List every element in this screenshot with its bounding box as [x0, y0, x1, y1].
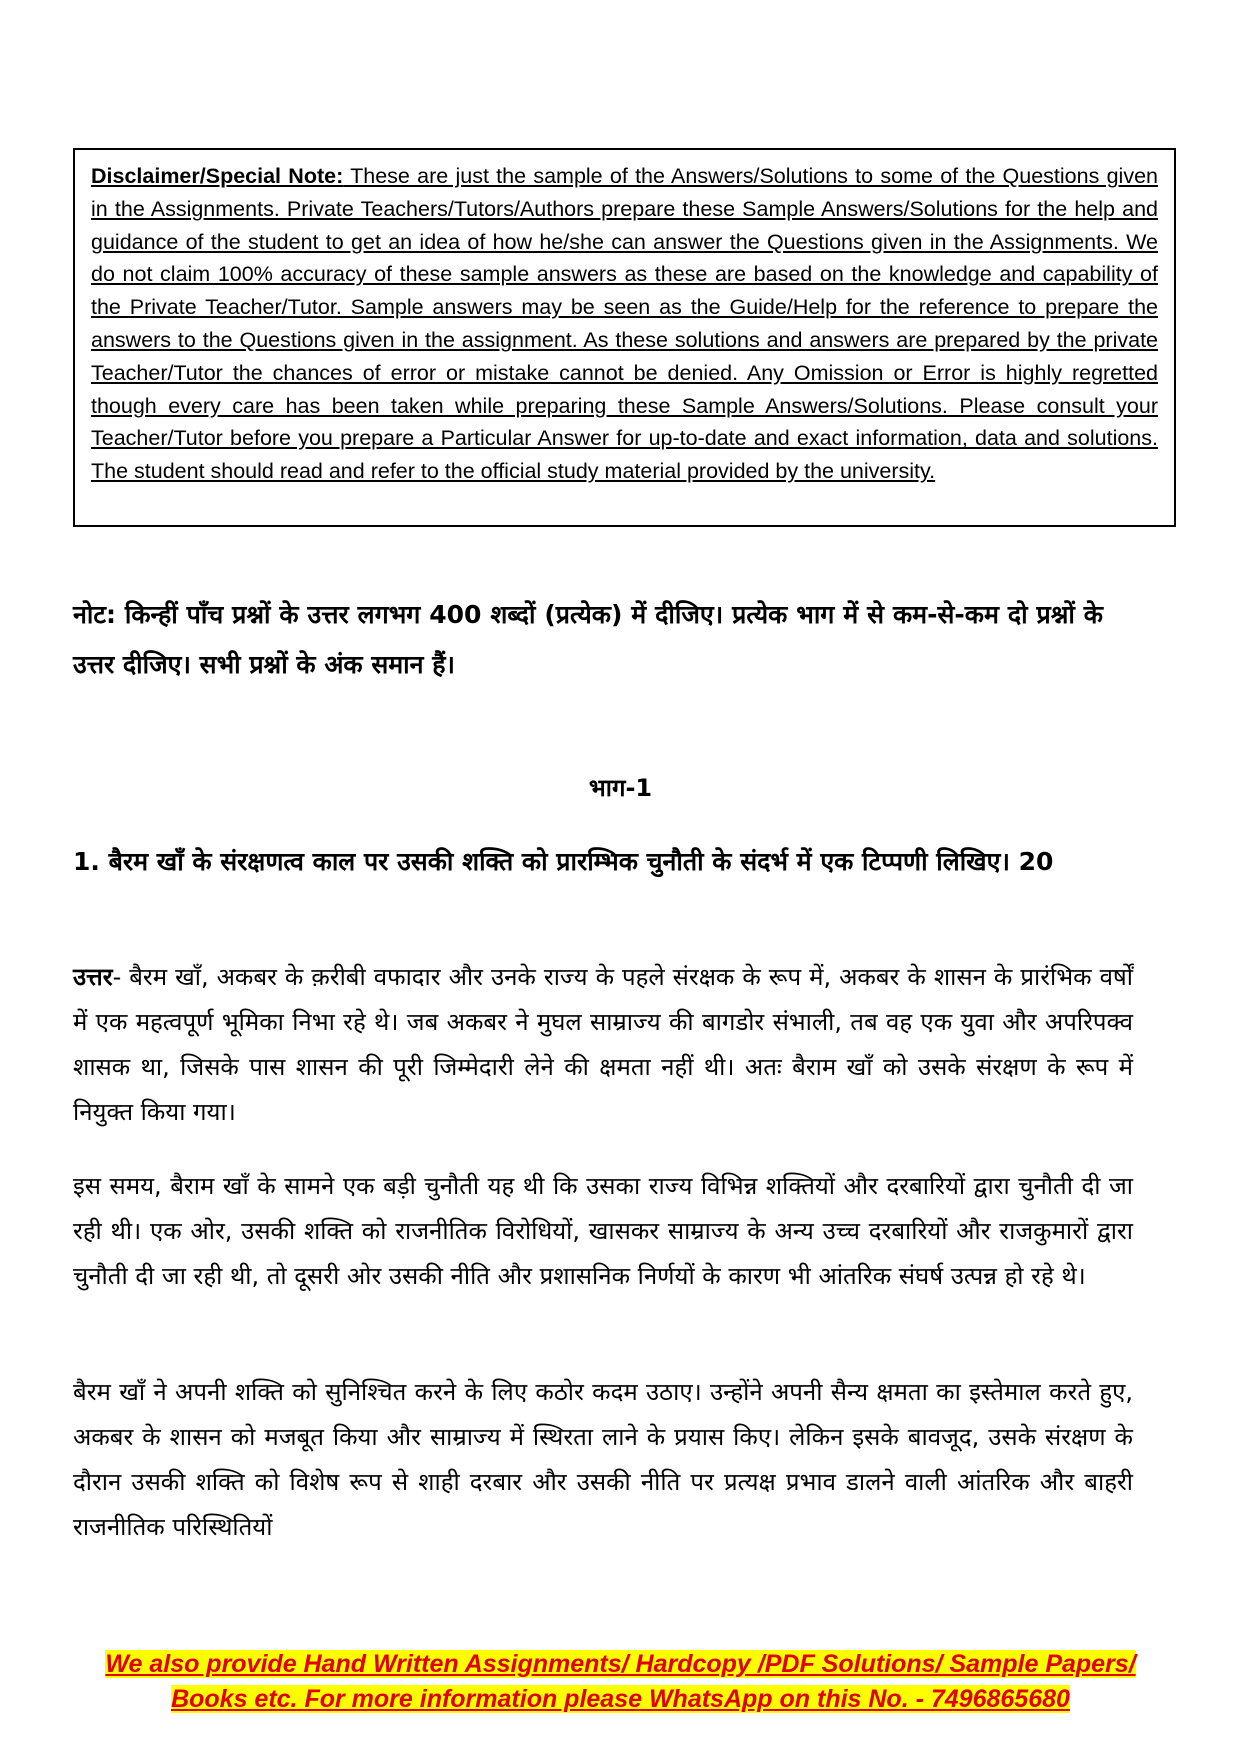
promo-footer-line-1: We also provide Hand Written Assignments/ Hardcopy /PDF Solutions/ Sample Papers/: [105, 1650, 1136, 1678]
section-title: भाग-1: [588, 774, 653, 802]
answer-paragraph-3: बैरम खाँ ने अपनी शक्ति को सुनिश्चित करने के लिए कठोर कदम उठाए। उन्होंने अपनी सैन्य क्षमता का इस्तेमाल करते हुए, अकबर के शासन को मजबूत किया और साम्राज्य में स्थिरता लाने के प्रयास किए। लेकिन इसके बावजूद, उसके संरक्षण के दौरान उसकी शक्ति को विशेष रूप से शाही दरबार और उसकी नीति पर प्रत्यक्ष प्रभाव डालने वाली आंतरिक और बाहरी राजनीतिक परिस्थितियों: [73, 1378, 1133, 1541]
promo-footer-line-2: Books etc. For more information please WhatsApp on this No. - 7496865680: [171, 1685, 1070, 1713]
answer-paragraph-1: [73, 955, 1133, 1135]
answer-paragraph-1-text: - बैरम खाँ, अकबर के क़रीबी वफादार और उनके राज्य के पहले संरक्षक के रूप में, अकबर के शासन के प्रारंभिक वर्षों में एक महत्वपूर्ण भूमिका निभा रहे थे। जब अकबर ने मुघल साम्राज्य की बागडोर संभाली, तब वह एक युवा और अपरिपक्व शासक था, जिसके पास शासन की पूरी जिम्मेदारी लेने की क्षमता नहीं थी। अतः बैराम खाँ को उसके संरक्षण के रूप में नियुक्त किया गया।: [73, 963, 1133, 1126]
answer-paragraph-2: इस समय, बैराम खाँ के सामने एक बड़ी चुनौती यह थी कि उसका राज्य विभिन्न शक्तियों और दरबारियों द्वारा चुनौती दी जा रही थी। एक ओर, उसकी शक्ति को राजनीतिक विरोधियों, खासकर साम्राज्य के अन्य उच्च दरबारियों और राजकुमारों द्वारा चुनौती दी जा रही थी, तो दूसरी ओर उसकी नीति और प्रशासनिक निर्णयों के कारण भी आंतरिक संघर्ष उत्पन्न हो रहे थे।: [73, 1172, 1133, 1290]
disclaimer-text: [91, 160, 1158, 488]
answer-label: उत्तर: [73, 963, 113, 991]
disclaimer-box: [73, 148, 1176, 527]
instructions-note: नोट: किन्हीं पाँच प्रश्नों के उत्तर लगभग 400 शब्दों (प्रत्येक) में दीजिए। प्रत्येक भाग में से कम-से-कम दो प्रश्नों के उत्तर दीजिए। सभी प्रश्नों के अंक समान हैं।: [73, 600, 1103, 679]
disclaimer-label: Disclaimer/Special Note:: [91, 164, 344, 188]
disclaimer-body: These are just the sample of the Answers/Solutions to some of the Questions given in the Assignments. Private Teachers/Tutors/Authors prepare these Sample Answers/Solutions for the help and guidance of the student to get an idea of how he/she can answer the Questions given in the Assignments. We do not claim 100% accuracy of these sample answers as these are based on the knowledge and capability of the Private Teacher/Tutor. Sample answers may be seen as the Guide/Help for the reference to prepare the answers to the Questions given in the assignment. As these solutions and answers are prepared by the private Teacher/Tutor the chances of error or mistake cannot be denied. Any Omission or Error is highly regretted though every care has been taken while preparing these Sample Answers/Solutions. Please consult your Teacher/Tutor before you prepare a Particular Answer for up-to-date and exact information, data and solutions. The student should read and refer to the official study material provided by the university.: [91, 164, 1158, 484]
question-1: 1. बैरम खाँ के संरक्षणत्व काल पर उसकी शक्ति को प्रारम्भिक चुनौती के संदर्भ में एक टिप्पणी लिखिए। 20: [73, 847, 1054, 876]
promo-footer: [73, 1647, 1168, 1717]
